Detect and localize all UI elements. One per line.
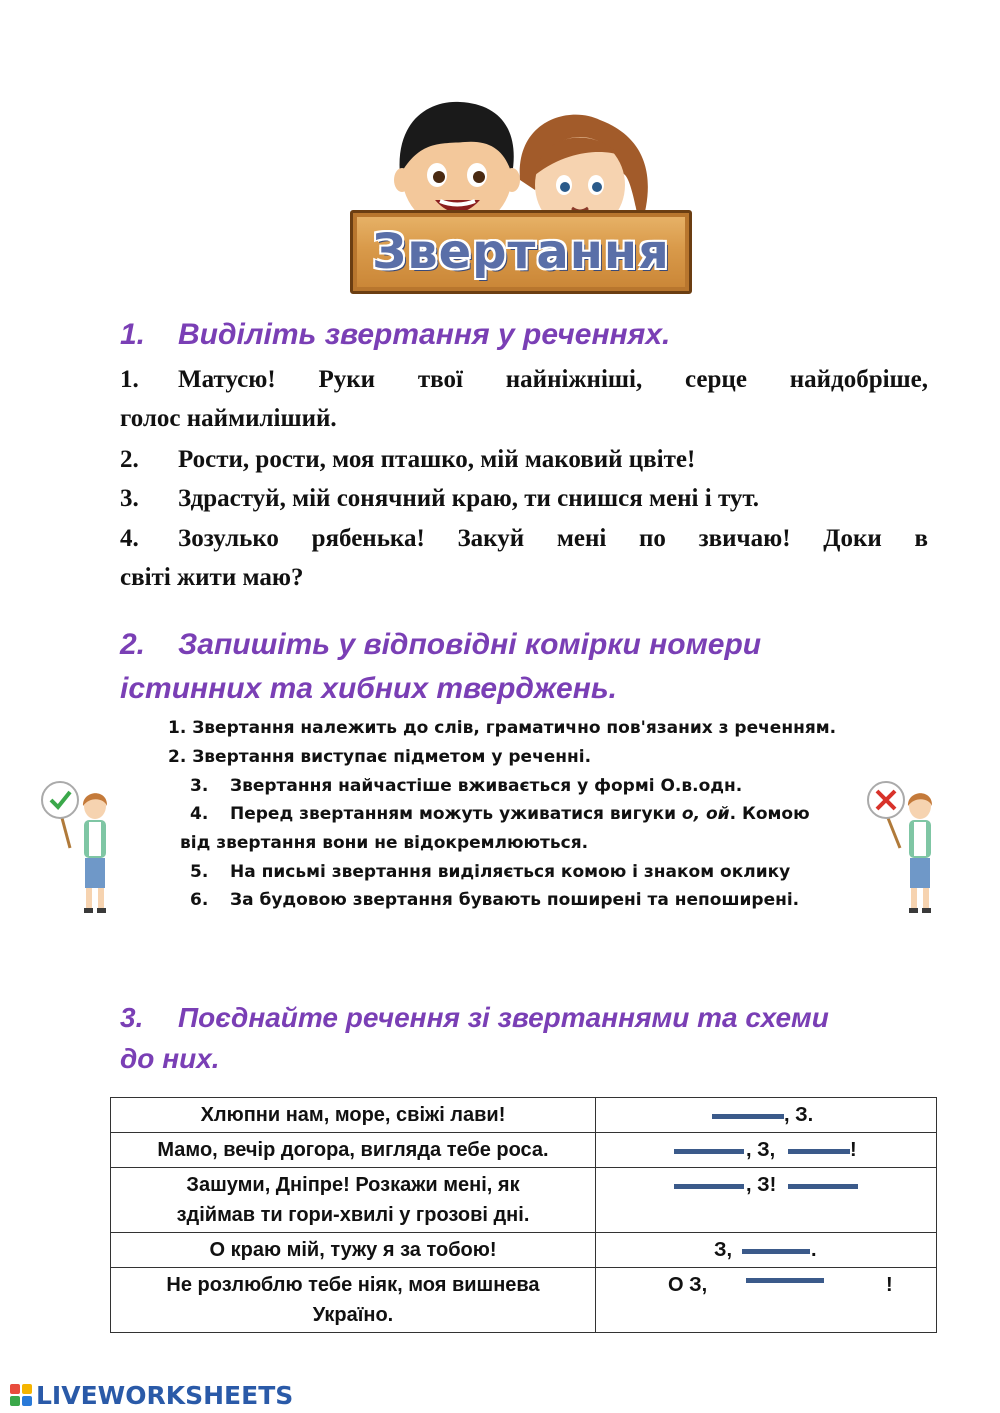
sentence-text: Матусю! Руки твої найніжніші, серце найдобріше, (178, 366, 928, 393)
statement-number: 2. (168, 747, 187, 767)
scheme-cell[interactable] (596, 1133, 937, 1168)
scheme-bar (674, 1184, 744, 1189)
sentence-1-line2: голос наймиліший. (120, 405, 337, 432)
task3-number: 3. (120, 1002, 144, 1033)
sentence-cell[interactable]: Мамо, вечір догора, вигляда тебе роса. (111, 1133, 596, 1168)
sentence-number: 1. (120, 366, 139, 393)
sentence-line: Україно. (312, 1304, 394, 1326)
table-row (111, 1133, 937, 1168)
task1-heading (120, 313, 670, 357)
task3-heading-line1 (120, 996, 829, 1040)
statement-number: 3. (190, 776, 209, 796)
sentence-cell[interactable]: О краю мій, тужу я за тобою! (111, 1233, 596, 1268)
sentence-text: Здрастуй, мій сонячний краю, ти снишся мені і тут. (178, 485, 760, 512)
scheme-bar (674, 1149, 744, 1154)
scheme-text: , З! (746, 1174, 777, 1196)
table-row (111, 1098, 937, 1133)
sentence-1-line1 (120, 360, 928, 399)
statement-6 (190, 886, 799, 915)
sentence-text: Зозулько рябенька! Закуй мені по звичаю! Доки в (178, 525, 928, 552)
scheme-text: ! (850, 1139, 857, 1161)
scheme-text: , З. (784, 1104, 814, 1126)
sentence-cell[interactable] (111, 1168, 596, 1233)
page-title: Звертання (372, 224, 670, 280)
task2-number: 2. (120, 628, 146, 661)
task1-number: 1. (120, 318, 146, 351)
statement-5 (190, 858, 790, 887)
sentence-cell[interactable] (111, 1268, 596, 1333)
sentence-number: 2. (120, 446, 139, 473)
sentence-number: 4. (120, 525, 139, 552)
sentence-number: 3. (120, 485, 139, 512)
scheme-text: , З, (746, 1139, 776, 1161)
liveworksheets-logo-icon (10, 1384, 32, 1406)
sentence-line: здіймав ти гори-хвилі у грозові дні. (176, 1204, 530, 1226)
task2-heading-text: Запишіть у відповідні комірки номери (178, 628, 762, 661)
scheme-bar (712, 1114, 784, 1119)
teacher-true-figure (40, 778, 120, 918)
sentence-2 (120, 440, 928, 479)
statement-text: За будовою звертання бувають поширені та непоширені. (230, 890, 800, 910)
sentence-line: Не розлюблю тебе ніяк, моя вишнева (166, 1274, 540, 1296)
statement-text: Звертання найчастіше вживається у формі О.в.одн. (230, 776, 743, 796)
sentence-4-line2: світі жити маю? (120, 564, 304, 591)
statement-text: Звертання належить до слів, граматично пов'язаних з реченням. (192, 718, 837, 738)
statement-number: 1. (168, 718, 187, 738)
scheme-text: З, (714, 1239, 733, 1261)
sentence-text: Рости, рости, моя пташко, мій маковий цвіте! (178, 446, 696, 473)
scheme-cell[interactable] (596, 1268, 937, 1333)
scheme-text: ! (886, 1274, 893, 1296)
scheme-bar (742, 1249, 810, 1254)
table-row (111, 1268, 937, 1333)
footer-logo[interactable] (10, 1381, 293, 1409)
matching-table (110, 1097, 937, 1333)
statement-2 (168, 743, 591, 772)
sentence-cell[interactable]: Хлюпни нам, море, свіжі лави! (111, 1098, 596, 1133)
task1-heading-text: Виділіть звертання у реченнях. (178, 318, 671, 351)
statement-3 (190, 772, 742, 801)
task2-heading-line2: істинних та хибних тверджень. (120, 672, 617, 705)
statement-text-end: . Комою (729, 804, 810, 824)
scheme-cell[interactable] (596, 1233, 937, 1268)
statement-number: 6. (190, 890, 209, 910)
title-sign (350, 210, 692, 294)
sentence-3 (120, 479, 928, 518)
statement-text: На письмі звертання виділяється комою і знаком оклику (230, 862, 791, 882)
statement-number: 5. (190, 862, 209, 882)
scheme-bar (788, 1184, 858, 1189)
statement-text: Звертання виступає підметом у реченні. (192, 747, 592, 767)
table-row (111, 1168, 937, 1233)
statement-4-line1 (190, 800, 810, 829)
scheme-text: О З, (668, 1274, 708, 1296)
table-row (111, 1233, 937, 1268)
statement-4-line2: від звертання вони не відокремлюються. (180, 833, 589, 853)
task3-heading-text: Поєднайте речення зі звертаннями та схеми (178, 1002, 829, 1033)
scheme-cell[interactable] (596, 1098, 937, 1133)
scheme-bar (746, 1278, 824, 1283)
task3-heading-line2: до них. (120, 1043, 220, 1074)
statement-text: Перед звертанням можуть уживатися вигуки (230, 804, 682, 824)
scheme-text: . (811, 1239, 817, 1261)
statement-number: 4. (190, 804, 209, 824)
scheme-bar (788, 1149, 850, 1154)
footer-brand-text: LIVEWORKSHEETS (36, 1380, 294, 1410)
sentence-4-line1 (120, 519, 928, 558)
sentence-line: Зашуми, Дніпре! Розкажи мені, як (186, 1174, 520, 1196)
statement-1 (168, 714, 836, 743)
task2-heading-line1 (120, 623, 761, 667)
scheme-cell[interactable] (596, 1168, 937, 1233)
statement-italic: о, ой (681, 804, 730, 824)
teacher-false-figure (862, 778, 942, 918)
